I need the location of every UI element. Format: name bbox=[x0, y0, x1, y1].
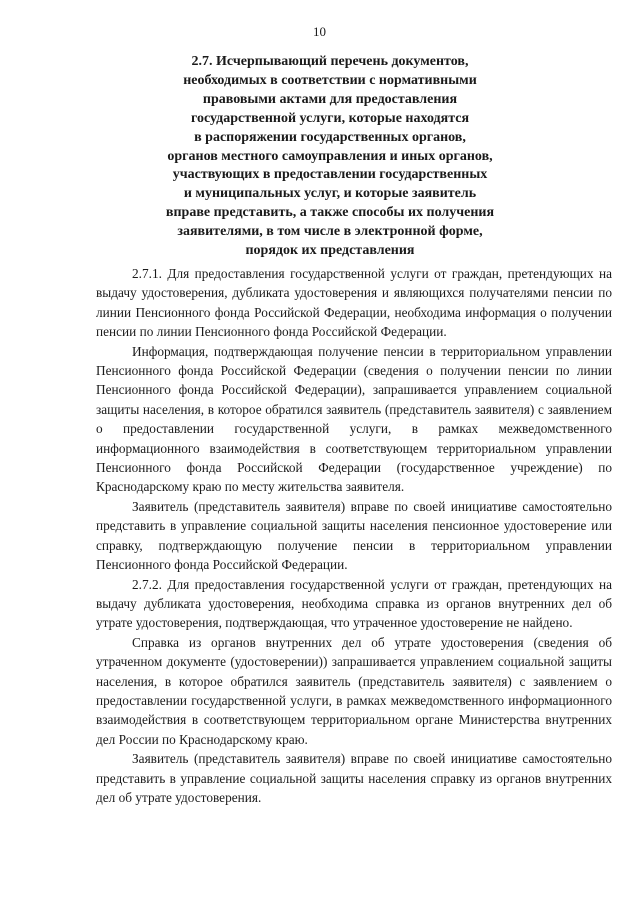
paragraph-pension-self-submit: Заявитель (представитель заявителя) вправе по своей инициативе самостоятельно представить в управление социальной защиты населения пенсионное удостоверение или справку, подтверждающую получение пенсии в территориальном управлении Пенсионного фонда Российской Федерации. bbox=[96, 498, 612, 573]
heading-line: вправе представить, а также способы их получения bbox=[165, 205, 495, 221]
heading-line: государственной услуги, которые находятся bbox=[190, 110, 470, 126]
heading-line: порядок их представления bbox=[245, 243, 415, 259]
paragraph-police-self-submit: Заявитель (представитель заявителя) вправе по своей инициативе самостоятельно представить в управление социальной защиты населения справку из органов внутренних дел об утрате удостоверения. bbox=[96, 751, 612, 805]
heading-line: участвующих в предоставлении государственных bbox=[172, 167, 488, 183]
paragraph-2-7-2: 2.7.2. Для предоставления государственной услуги от граждан, претендующих на выдачу дубликата удостоверения, необходима справка из органов внутренних дел об утрате удостоверения, подтверждающая, что утраченное удостоверение не найдено. bbox=[96, 576, 612, 631]
paragraph-2-7-1: 2.7.1. Для предоставления государственной услуги от граждан, претендующих на выдачу удостоверения, дубликата удостоверения и являющихся получателями пенсии по линии Пенсионного фонда Российской Федерации, необходима информация о получении пенсии по линии Пенсионного фонда Российской Федерации. bbox=[96, 266, 612, 340]
heading-line: заявителями, в том числе в электронной форме, bbox=[177, 224, 483, 240]
heading-line: необходимых в соответствии с нормативными bbox=[183, 72, 477, 88]
page-number: 10 bbox=[313, 24, 326, 39]
body-text bbox=[96, 264, 612, 807]
paragraph-police-certificate-request: Справка из органов внутренних дел об утрате удостоверения (сведения об утраченном документе (удостоверении)) запрашивается управлением социальной защиты населения, в которое обратился заявитель (представитель заявителя) с заявлением о предоставлении государственной услуги, в рамках межведомственного информационного взаимодействия в соответствующем территориальном органе Министерства внутренних дел России по Краснодарскому краю. bbox=[96, 634, 612, 747]
heading-line: и муниципальных услуг, и которые заявитель bbox=[183, 186, 477, 202]
heading-line: в распоряжении государственных органов, bbox=[194, 129, 466, 145]
heading-line: органов местного самоуправления и иных органов, bbox=[167, 148, 493, 164]
paragraph-pension-info-request: Информация, подтверждающая получение пенсии в территориальном управлении Пенсионного фонда Российской Федерации (сведения о получении пенсии по линии Пенсионного фонда Российской Федерации), запрашивается управлением социальной защиты населения, в которое обратился заявитель (представитель заявителя) с заявлением о предоставлении государственной услуги, в рамках межведомственного информационного взаимодействия в соответствующем территориальном управлении Пенсионного фонда Российской Федерации (государственное учреждение) по Краснодарскому краю по месту жительства заявителя. bbox=[96, 343, 612, 495]
heading-line: правовыми актами для предоставления bbox=[202, 91, 458, 107]
section-heading bbox=[130, 53, 530, 261]
heading-line: 2.7. Исчерпывающий перечень документов, bbox=[191, 54, 469, 69]
